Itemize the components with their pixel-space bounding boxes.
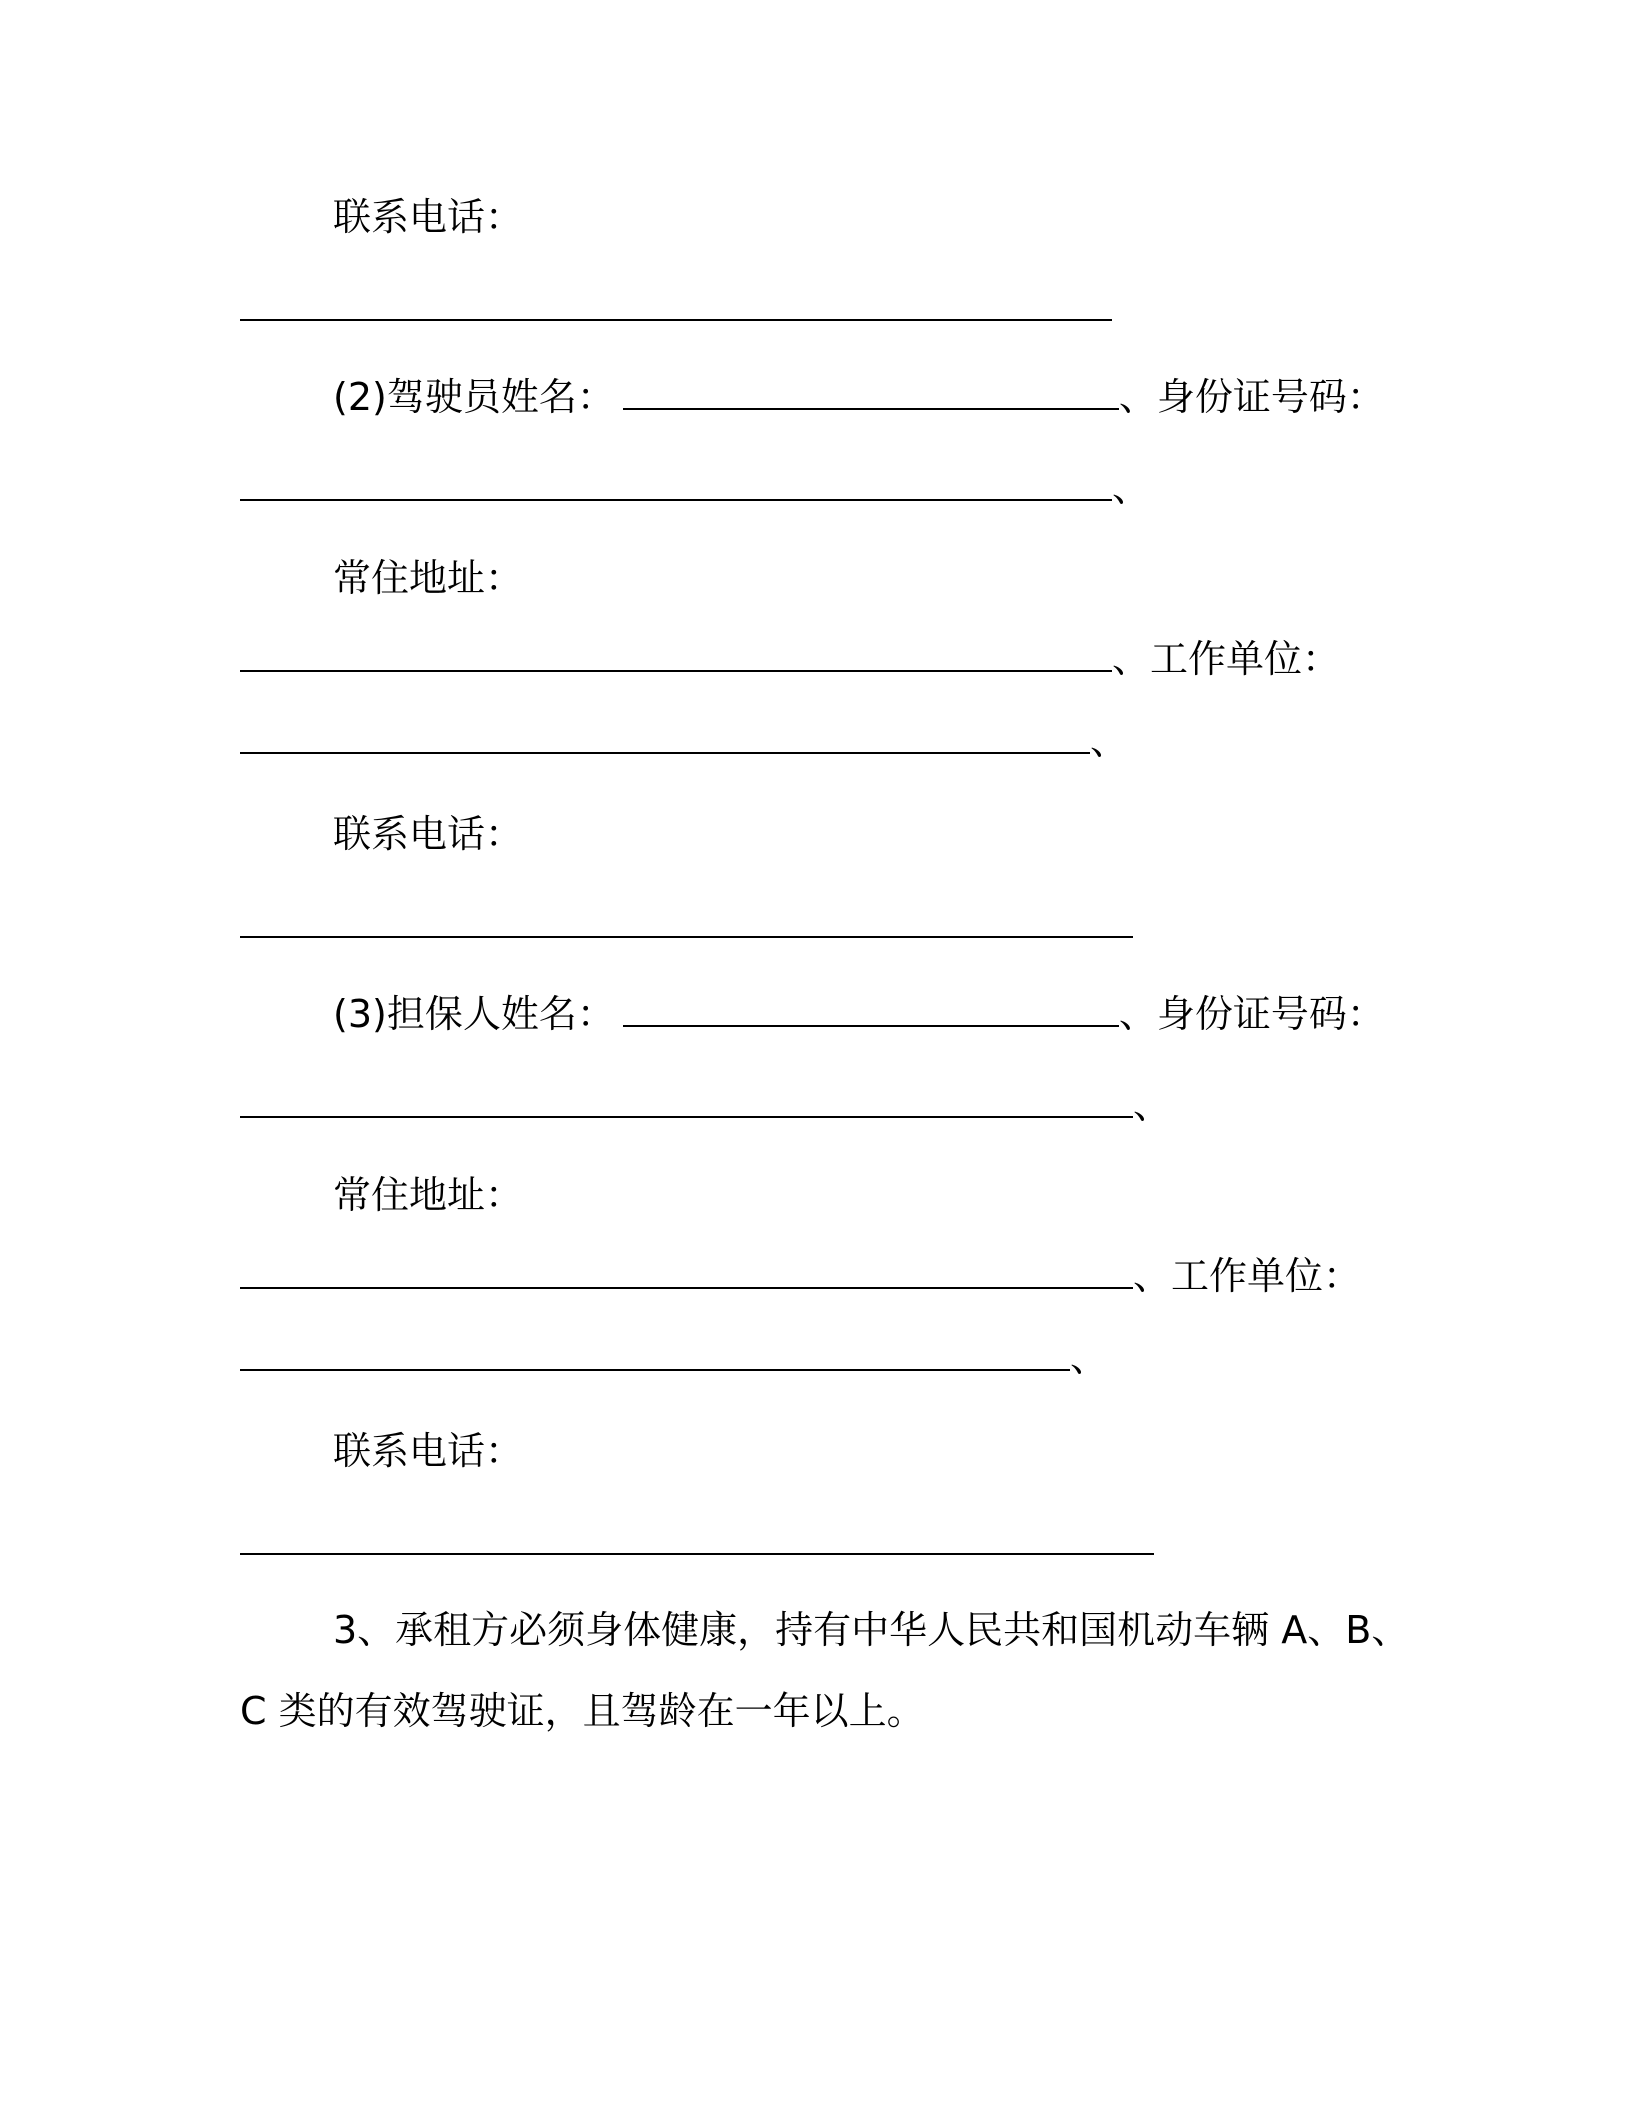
driver-work-label: 、工作单位：: [1112, 637, 1341, 681]
guarantor-id-label: 、身份证号码：: [1118, 992, 1385, 1036]
guarantor-id-blank[interactable]: [240, 1086, 1133, 1118]
guarantor-id-tail: 、: [1133, 1083, 1172, 1127]
guarantor-phone-blank[interactable]: [240, 1523, 1154, 1555]
guarantor-id-row: [240, 1081, 1171, 1129]
phone-field-1[interactable]: [240, 284, 1112, 332]
guarantor-phone-label-row: [333, 1427, 523, 1475]
driver-address-label-row: [333, 554, 523, 602]
driver-address-label: 常住地址：: [333, 556, 524, 600]
guarantor-phone-row: [240, 1518, 1154, 1566]
driver-name-blank[interactable]: [623, 378, 1119, 410]
guarantor-name-row: [333, 990, 1385, 1038]
guarantor-name-label: (3)担保人姓名：: [333, 992, 615, 1036]
driver-work-row: [240, 717, 1128, 765]
driver-phone-label: 联系电话：: [333, 812, 524, 856]
driver-id-label: 、身份证号码：: [1118, 375, 1385, 419]
guarantor-name-blank[interactable]: [623, 995, 1119, 1027]
driver-id-blank[interactable]: [240, 469, 1112, 501]
clause-3-text-2: C 类的有效驾驶证，且驾龄在一年以上。: [240, 1689, 925, 1733]
guarantor-address-row: [240, 1252, 1361, 1300]
driver-id-tail: 、: [1112, 466, 1151, 510]
driver-phone-blank[interactable]: [240, 906, 1133, 938]
guarantor-address-label-row: [333, 1171, 523, 1219]
guarantor-work-tail: 、: [1070, 1336, 1109, 1380]
clause-3-text-1: 3、承租方必须身体健康，持有中华人民共和国机动车辆 A、B、: [333, 1608, 1410, 1652]
guarantor-address-label: 常住地址：: [333, 1173, 524, 1217]
phone-blank-1[interactable]: [240, 289, 1112, 321]
driver-name-row: [333, 373, 1385, 421]
driver-work-tail: 、: [1090, 719, 1129, 763]
phone-label-1: [333, 193, 523, 241]
driver-id-row: [240, 464, 1150, 512]
driver-work-blank[interactable]: [240, 722, 1090, 754]
guarantor-address-blank[interactable]: [240, 1257, 1133, 1289]
phone-label-text: 联系电话：: [333, 195, 524, 239]
guarantor-work-label: 、工作单位：: [1133, 1254, 1362, 1298]
driver-address-blank[interactable]: [240, 640, 1112, 672]
clause-3-line-1: [333, 1606, 1409, 1654]
driver-address-row: [240, 635, 1340, 683]
guarantor-work-row: [240, 1334, 1108, 1382]
driver-phone-row: [240, 901, 1133, 949]
driver-phone-label-row: [333, 810, 523, 858]
guarantor-work-blank[interactable]: [240, 1339, 1070, 1371]
clause-3-line-2: [240, 1687, 925, 1735]
driver-name-label: (2)驾驶员姓名：: [333, 375, 615, 419]
guarantor-phone-label: 联系电话：: [333, 1429, 524, 1473]
